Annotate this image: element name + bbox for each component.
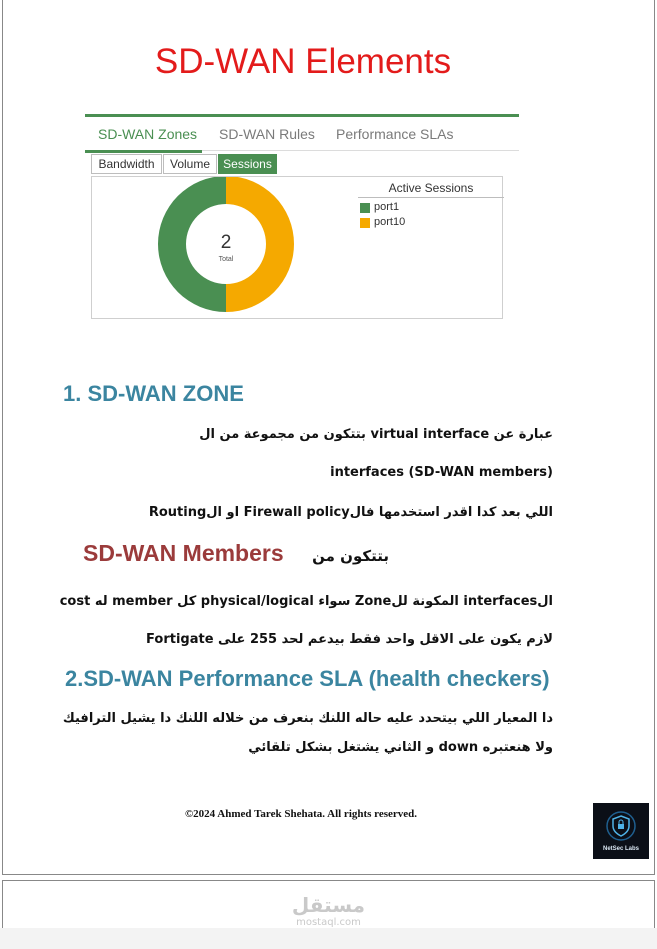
copyright-footer: ©2024 Ahmed Tarek Shehata. All rights reserved. xyxy=(184,808,418,820)
chart-legend xyxy=(358,181,504,231)
subtab-bandwidth[interactable]: Bandwidth xyxy=(91,154,162,174)
section1-heading: 1. SD-WAN ZONE xyxy=(63,381,244,406)
donut-chart xyxy=(152,177,302,320)
section2-line2: ولا هنعتبره down و الثاني يشتغل بشكل تلقائي xyxy=(248,740,553,755)
section1-line4: الinterfaces المكونة للZone سواء physical/logical كل member له cost xyxy=(59,594,553,609)
sdwan-screenshot xyxy=(85,114,519,324)
legend-item-port1 xyxy=(358,201,504,216)
members-prefix: بتتكون من xyxy=(312,547,389,565)
subtab-volume[interactable]: Volume xyxy=(163,154,217,174)
donut-total: 2 xyxy=(220,232,232,253)
bottom-strip xyxy=(0,928,657,949)
section2-heading: 2.SD-WAN Performance SLA (health checkers) xyxy=(65,666,550,691)
sessions-panel xyxy=(91,176,503,319)
document-page xyxy=(2,0,655,875)
section2-line1: دا المعيار اللي بيتحدد عليه حاله اللنك بنعرف من خلاله اللنك دا يشيل الترافيك xyxy=(62,711,553,726)
watermark: مستقل xyxy=(291,893,366,917)
section1-line2: interfaces (SD-WAN members) xyxy=(330,465,553,480)
legend-item-port10 xyxy=(358,216,504,231)
donut-slice-port1 xyxy=(158,177,226,312)
donut-slice-port10 xyxy=(226,177,294,312)
logo-text: NetSec Labs xyxy=(602,846,639,852)
legend-label-port1: port1 xyxy=(374,201,400,213)
section1-line1: عبارة عن virtual interface بتتكون من مجموعة من ال xyxy=(199,427,553,442)
section1-line3: اللي بعد كدا اقدر استخدمها فالFirewall policy او الRouting xyxy=(148,505,553,520)
tab-performance-slas[interactable]: Performance SLAs xyxy=(336,126,454,142)
legend-swatch-port10 xyxy=(360,218,370,228)
page-title: SD-WAN Elements xyxy=(154,42,452,81)
tab-sdwan-zones[interactable]: SD-WAN Zones xyxy=(98,126,198,142)
watermark-sub: mostaql.com xyxy=(296,917,361,928)
donut-total-label: Total xyxy=(218,256,234,263)
legend-swatch-port1 xyxy=(360,203,370,213)
section1-line5: لازم يكون على الاقل واحد فقط بيدعم لحد 255 على Fortigate xyxy=(146,632,553,647)
members-title: SD-WAN Members xyxy=(83,540,284,566)
shield-icon xyxy=(593,803,649,847)
legend-label-port10: port10 xyxy=(374,216,406,228)
netsec-labs-logo xyxy=(593,803,649,859)
active-tab-indicator xyxy=(85,150,202,153)
tab-bar xyxy=(85,114,519,151)
subtab-sessions[interactable]: Sessions xyxy=(218,154,277,174)
legend-title: Active Sessions xyxy=(358,181,504,198)
tab-sdwan-rules[interactable]: SD-WAN Rules xyxy=(219,126,315,142)
